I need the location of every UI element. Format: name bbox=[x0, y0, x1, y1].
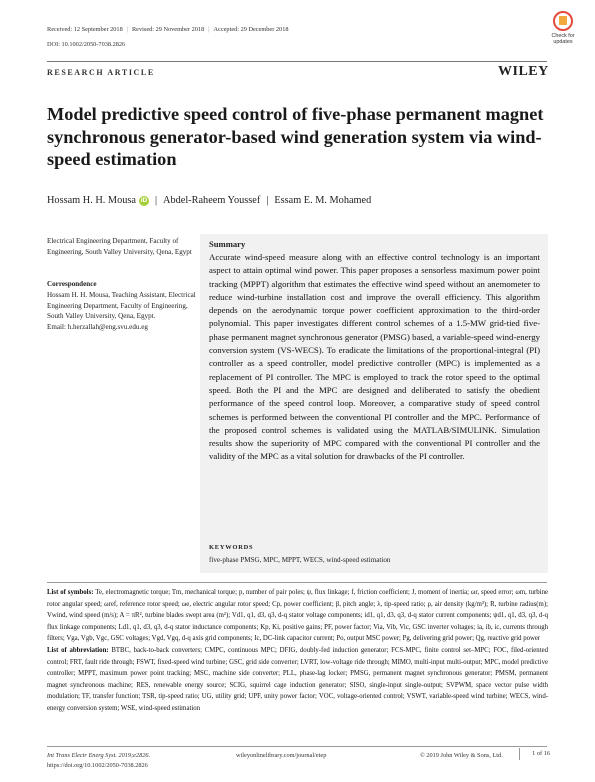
doi[interactable]: DOI: 10.1002/2050-7038.2826 bbox=[47, 41, 126, 48]
correspondence bbox=[47, 290, 197, 332]
paper-title: Model predictive speed control of five-phase permanent magnet synchronous generator-based wind generation system via wind-speed estimation bbox=[47, 104, 544, 169]
symbols-text: Te, electromagnetic torque; Tm, mechanical torque; p, number of pair poles; ψ, flux linkage; f, friction coefficient; J, moment of inertia; ωr, speed error; ωm, turbine rotor angular speed; ωref, reference rotor speed; ωe, electric angular rotor speed; Cp, power coefficient; β, pitch angle; λ, tip-speed ratio; ρ, air density (kg/m³); R, turbine radius(m); Vwind, wind speed (m/s); A = πR², turbine blades swept area (m²); Vd1, q1, d3, q3, d-q stator voltage components; id1, q1, d3, q3, d-q stator current components; ψd1, q1, d3, q3, d-q flux linkage components; Ld1, q1, d3, q3, d-q stator inductance components; Kp, Ki, positive gains; PF, power factor; Via, Vib, Vic, GSC inverter voltages; ia, ib, ic, currents through filters; Vga, Vgb, Vgc, GSC voltages; Vgd, Vgq, d-q axis grid components; Ic, DC-link capacitor current; Po, output MSC power; Pg, delivering grid power; Qg, reactive grid power bbox=[47, 589, 548, 643]
affiliation: Electrical Engineering Department, Faculty of Engineering, South Valley University, Qena, Egypt bbox=[47, 237, 192, 256]
received-date: Received: 12 September 2018 bbox=[47, 26, 123, 33]
bookmark-icon bbox=[559, 16, 567, 25]
header-divider bbox=[47, 61, 547, 62]
copyright: © 2019 John Wiley & Sons, Ltd. bbox=[420, 752, 503, 759]
page-number: 1 of 16 bbox=[519, 748, 550, 760]
correspondence-heading: Correspondence bbox=[47, 280, 97, 288]
summary-heading: Summary bbox=[209, 239, 246, 249]
abbrev-text: BTBC, back-to-back converters; CMPC, continuous MPC; DFIG, doubly-fed induction generator; FCS-MPC, finite control set–MPC; FOC, filed-oriented control; FRT, fault ride through; FSWT, fixed-speed wind turbine; GSC, grid side converter; LVRT, low-voltage ride through; MIMO, multi-input multi-output; MPC, model predictive controller; MPPT, maximum power point tracking; MSC, machine side converter; PLL, phase-lag locker; PMSG, permanent magnet synchronous generator; PMSM, permanent magnet synchronous machine; RES, renewable energy source; SCIG, squirrel cage induction generator; SISO, single-input single-output; SVPWM, space vector pulse width modulation; TF, transfer function; TSR, tip-speed ratio; UG, utility grid; UPF, unity power factor; VOC, voltage-oriented control; VSWT, variable-speed wind turbine; WECS, wind-energy conversion system; WSE, wind-speed estimation bbox=[47, 646, 548, 712]
author-3[interactable]: Essam E. M. Mohamed bbox=[274, 195, 372, 206]
author-separator: | bbox=[154, 195, 158, 206]
footer-divider bbox=[47, 746, 547, 747]
revised-date: Revised: 29 November 2018 bbox=[131, 26, 205, 33]
footnotes bbox=[47, 587, 548, 715]
footer-doi-link[interactable]: https://doi.org/10.1002/2050-7038.2826 bbox=[47, 762, 148, 769]
badge-label-1: Check for bbox=[551, 33, 575, 39]
accepted-date: Accepted: 29 December 2018 bbox=[213, 26, 289, 33]
badge-label-2: updates bbox=[553, 39, 573, 45]
footnote-divider bbox=[47, 582, 547, 583]
abbrev-label: List of abbreviation: bbox=[47, 646, 109, 654]
author-list bbox=[47, 195, 371, 206]
author-1[interactable]: Hossam H. H. Mousa bbox=[47, 195, 136, 206]
check-for-updates-badge[interactable] bbox=[541, 11, 585, 47]
correspondence-email[interactable]: Email: h.herzallah@eng.svu.edu.eg bbox=[47, 322, 148, 331]
author-separator: | bbox=[266, 195, 269, 206]
list-of-symbols bbox=[47, 587, 548, 645]
summary-text: Accurate wind-speed measure along with an effective control technology is an important aspect to attain optimal wind power. This paper proposes a sensorless maximum power point tracking (MPPT) algorithm that estimates the effective wind speed without an anemometer to reduce wind-turbine installation cost and improve the overall efficiency. This algorithm depends on the aerodynamic torque power coefficient approximation to the third-order polynomial. This paper investigates different control schemes of a 1.5-MW grid-tied five-phase permanent magnet synchronous generator (PMSG) based, a variable-speed wind-energy conversion system (VS-WECS). To eradicate the limitations of the proportional-integral (PI) controller as a speed controller, model predictive controller (MPC) is implemented as a replacement of PI controller. The MPC is employed to track the rotor speed to the optimal speed. Both the PI and the MPC are designed and deliberated to satisfy the obedient performance of the speed control loop. Moreover, a comparative study of speed control schemes is performed between the conventional PI controller and the MPC. Performance of the proposed control schemes is validated using the MATLAB/SIMULINK. Simulation results show the superiority of MPC compared with the conventional PI controller and the validity of the MPC as a vital solution for drawbacks of the PI controller. bbox=[209, 252, 540, 462]
publisher-logo: WILEY bbox=[498, 64, 549, 79]
orcid-icon[interactable]: iD bbox=[140, 197, 148, 204]
article-type: RESEARCH ARTICLE bbox=[47, 68, 155, 77]
date-separator: | bbox=[208, 26, 210, 33]
symbols-label: List of symbols: bbox=[47, 589, 94, 596]
correspondence-address: Hossam H. H. Mousa, Teaching Assistant, Electrical Engineering Department, Faculty of Engineering, South Valley University, Qena, Egypt. bbox=[47, 291, 196, 321]
list-of-abbreviations bbox=[47, 645, 548, 715]
journal-url[interactable]: wileyonlinelibrary.com/journal/etep bbox=[236, 752, 327, 759]
keywords: five-phase PMSG, MPC, MPPT, WECS, wind-speed estimation bbox=[209, 556, 391, 564]
date-separator: | bbox=[126, 26, 128, 33]
received-dates bbox=[47, 26, 289, 33]
journal-citation: Int Trans Electr Energ Syst. 2019;e2826. bbox=[47, 752, 151, 759]
keywords-heading: KEYWORDS bbox=[209, 544, 254, 551]
author-2[interactable]: Abdel-Raheem Youssef bbox=[163, 195, 261, 206]
